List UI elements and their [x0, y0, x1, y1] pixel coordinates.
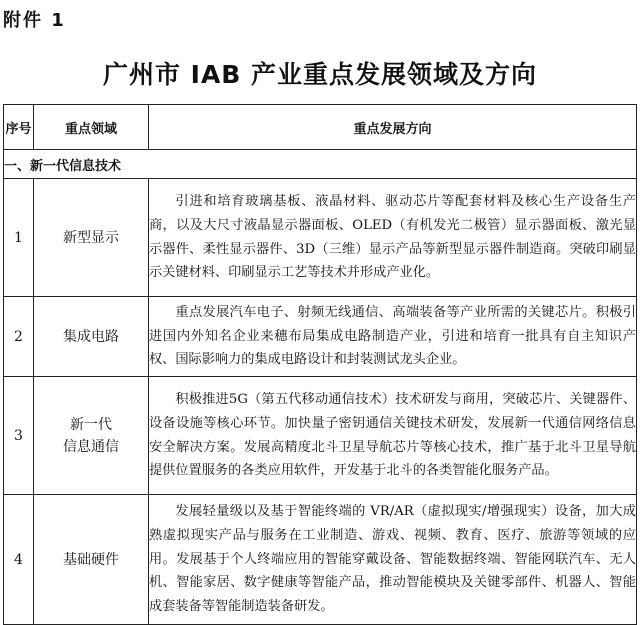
row-field: 新型显示: [34, 179, 149, 297]
document-title: 广州市 IAB 产业重点发展领域及方向: [102, 60, 538, 89]
table-row: [4, 179, 637, 297]
table-header-row: [4, 105, 637, 150]
row-number: 3: [4, 377, 34, 495]
table-row: [4, 377, 637, 495]
row-number: 2: [4, 297, 34, 377]
row-number: 4: [4, 495, 34, 625]
row-direction: 重点发展汽车电子、射频无线通信、高端装备等产业所需的关键芯片。积极引进国内外知名企业来穗布局集成电路制造产业，引进和培育一批具有自主知识产权、国际影响力的集成电路设计和封装测试龙头企业。: [149, 297, 637, 377]
header-number: 序号: [4, 105, 34, 150]
row-direction: 发展轻量级以及基于智能终端的 VR/AR（虚拟现实/增强现实）设备，加大成熟虚拟现实产品与服务在工业制造、游戏、视频、教育、医疗、旅游等领域的应用。发展基于个人终端应用的智能穿戴设备、智能数据终端、智能网联汽车、无人机、智能家居、数字健康等智能产品，推动智能模块及关键零部件、机器人、智能成套装备等智能制造装备研发。: [149, 495, 637, 625]
row-field: 基础硬件: [34, 495, 149, 625]
row-field: 集成电路: [34, 297, 149, 377]
row-number: 1: [4, 179, 34, 297]
row-direction: 积极推进5G（第五代移动通信技术）技术研发与商用，突破芯片、关键器件、设备设施等核心环节。加快量子密钥通信关键技术研发，发展新一代通信网络信息安全解决方案。发展高精度北斗卫星导航芯片等核心技术，推广基于北斗卫星导航提供位置服务的各类应用软件，开发基于北斗的各类智能化服务产品。: [149, 377, 637, 495]
priority-fields-table: [3, 104, 637, 625]
attachment-label: 附件 1: [3, 10, 66, 31]
table-row: [4, 495, 637, 625]
row-field: 新一代 信息通信: [34, 377, 149, 495]
table-row: [4, 297, 637, 377]
header-field: 重点领域: [34, 105, 149, 150]
header-direction: 重点发展方向: [149, 105, 637, 150]
section-heading: 一、新一代信息技术: [4, 150, 637, 179]
row-direction: 引进和培育玻璃基板、液晶材料、驱动芯片等配套材料及核心生产设备生产商，以及大尺寸液晶显示器面板、OLED（有机发光二极管）显示器面板、激光显示器件、柔性显示器件、3D（三维）显示产品等新型显示器件制造商。突破印刷显示关键材料、印刷显示工艺等技术并形成产业化。: [149, 179, 637, 297]
section-row: [4, 150, 637, 179]
